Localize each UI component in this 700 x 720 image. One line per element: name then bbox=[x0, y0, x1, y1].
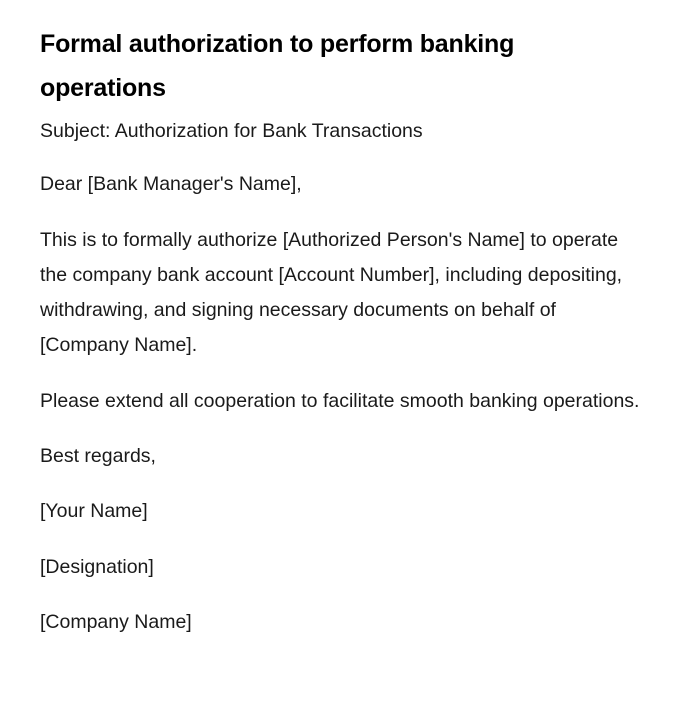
body-paragraph-cooperation: Please extend all cooperation to facilitate smooth banking operations. bbox=[40, 389, 640, 412]
document-title: Formal authorization to perform banking operations bbox=[40, 30, 515, 102]
signature-company: [Company Name] bbox=[40, 610, 192, 633]
signature-name: [Your Name] bbox=[40, 500, 148, 523]
body-paragraph-authorization: This is to formally authorize [Authorized Person's Name] to operate the company bank account [Account Number], including depositing, withdrawing, and signing necessary documents on behalf of [Company Name]. bbox=[40, 228, 623, 357]
salutation: Dear [Bank Manager's Name], bbox=[40, 173, 302, 196]
signature-designation: [Designation] bbox=[40, 555, 154, 578]
closing: Best regards, bbox=[40, 445, 156, 468]
subject-line: Subject: Authorization for Bank Transactions bbox=[40, 120, 423, 142]
